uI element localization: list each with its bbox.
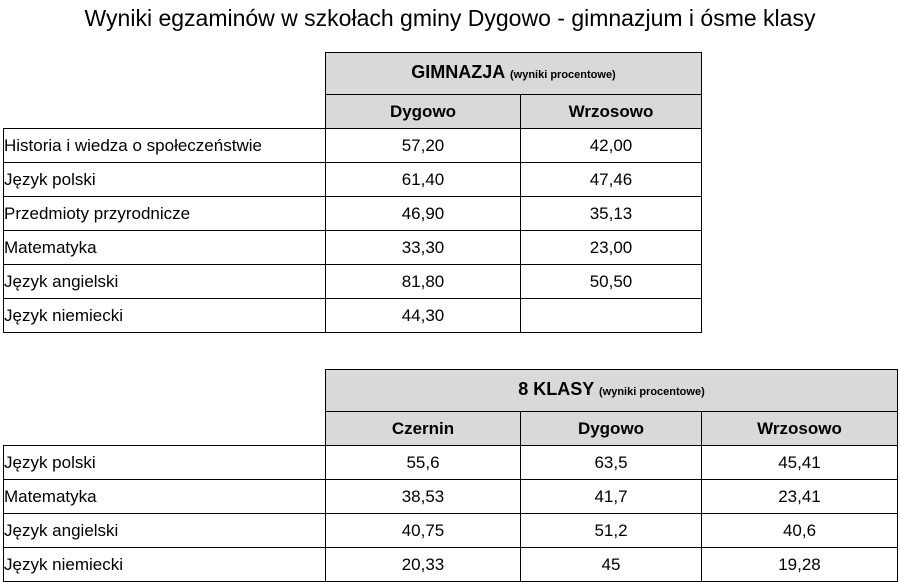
cell-value: 40,75 <box>326 514 521 548</box>
cell-value: 46,90 <box>326 197 521 231</box>
column-header-dygowo: Dygowo <box>521 412 702 446</box>
cell-value: 45 <box>521 548 702 582</box>
gimnazja-header <box>326 53 702 95</box>
row-label: Język angielski <box>4 514 326 548</box>
table-row <box>4 197 702 231</box>
cell-value: 50,50 <box>521 265 702 299</box>
cell-value: 23,00 <box>521 231 702 265</box>
empty-corner <box>4 53 326 95</box>
cell-value: 40,6 <box>702 514 898 548</box>
klasy8-header <box>326 370 898 412</box>
klasy8-header-subtitle: (wyniki procentowe) <box>599 386 705 398</box>
cell-value: 20,33 <box>326 548 521 582</box>
cell-value: 19,28 <box>702 548 898 582</box>
cell-value: 57,20 <box>326 129 521 163</box>
cell-value: 47,46 <box>521 163 702 197</box>
cell-value: 55,6 <box>326 446 521 480</box>
row-label: Język angielski <box>4 265 326 299</box>
gimnazja-header-subtitle: (wyniki procentowe) <box>509 69 616 81</box>
cell-value: 41,7 <box>521 480 702 514</box>
row-label: Matematyka <box>4 231 326 265</box>
table-row <box>4 231 702 265</box>
row-label: Język niemiecki <box>4 299 326 333</box>
cell-value: 63,5 <box>521 446 702 480</box>
column-header-czernin: Czernin <box>326 412 521 446</box>
table-row <box>4 514 898 548</box>
cell-value: 33,30 <box>326 231 521 265</box>
empty-corner <box>4 370 326 412</box>
table-row <box>4 163 702 197</box>
gimnazja-table <box>3 52 702 333</box>
cell-value: 51,2 <box>521 514 702 548</box>
row-label: Język niemiecki <box>4 548 326 582</box>
cell-value: 81,80 <box>326 265 521 299</box>
klasy8-table <box>3 369 898 582</box>
row-label: Przedmioty przyrodnicze <box>4 197 326 231</box>
cell-value: 38,53 <box>326 480 521 514</box>
cell-value: 23,41 <box>702 480 898 514</box>
row-label: Język polski <box>4 446 326 480</box>
table-row <box>4 299 702 333</box>
table-row <box>4 129 702 163</box>
row-label: Matematyka <box>4 480 326 514</box>
column-header-wrzosowo: Wrzosowo <box>521 95 702 129</box>
table-row <box>4 446 898 480</box>
cell-value: 45,41 <box>702 446 898 480</box>
empty-corner <box>4 412 326 446</box>
klasy8-header-title: 8 KLASY <box>518 379 595 399</box>
column-header-wrzosowo: Wrzosowo <box>702 412 898 446</box>
table-row <box>4 265 702 299</box>
table-row <box>4 480 898 514</box>
cell-value: 44,30 <box>326 299 521 333</box>
row-label: Język polski <box>4 163 326 197</box>
column-header-dygowo: Dygowo <box>326 95 521 129</box>
cell-value: 35,13 <box>521 197 702 231</box>
cell-value <box>521 299 702 333</box>
page-title: Wyniki egzaminów w szkołach gminy Dygowo - gimnazjum i ósme klasy <box>84 5 816 31</box>
cell-value: 61,40 <box>326 163 521 197</box>
table-row <box>4 548 898 582</box>
row-label: Historia i wiedza o społeczeństwie <box>4 129 326 163</box>
empty-corner <box>4 95 326 129</box>
gimnazja-header-title: GIMNAZJA <box>411 62 506 82</box>
cell-value: 42,00 <box>521 129 702 163</box>
